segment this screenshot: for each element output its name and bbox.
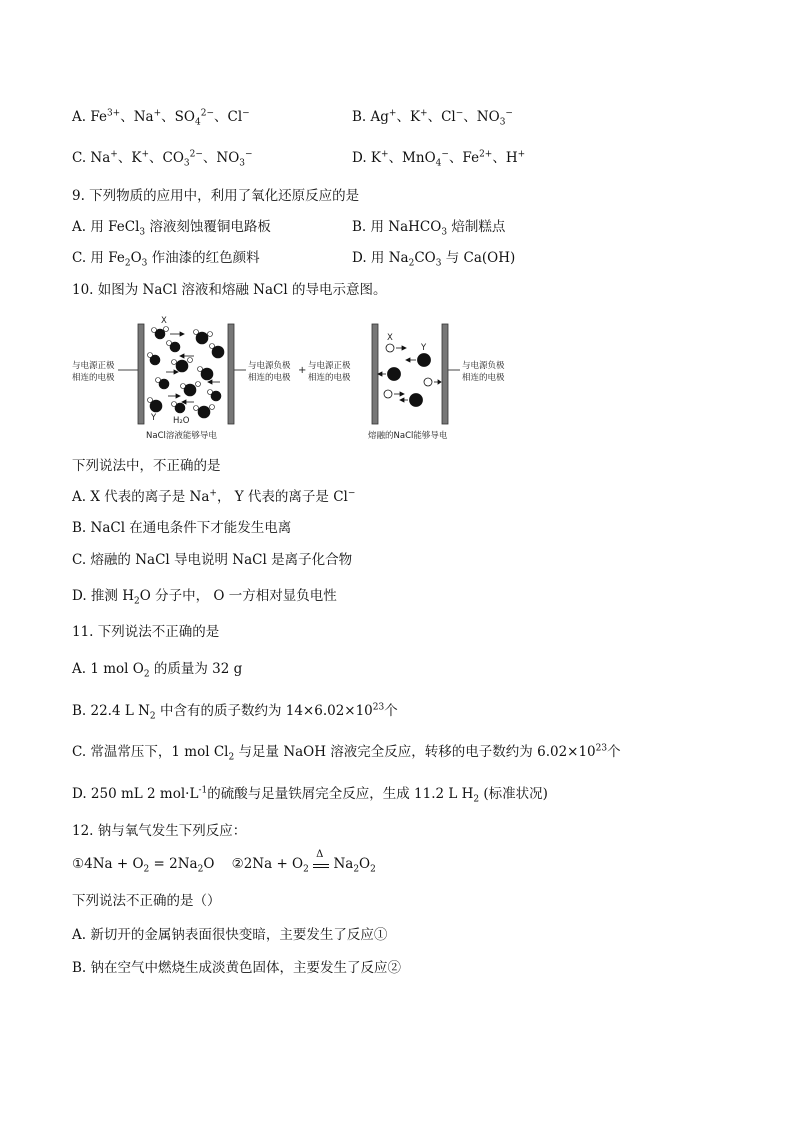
q8-option-c: C. Na+、K+、$CO_3^{2-}$、$NO_3^-$	[72, 149, 253, 169]
label-mid-b-line2: 相连的电极	[308, 373, 351, 383]
q12-stem: 12. 钠与氧气发生下列反应：	[72, 823, 247, 839]
caption-molten: 熔融的NaCl能够导电	[368, 431, 448, 441]
equation-1: ①4Na + $O_2 = 2Na_2O$	[72, 856, 215, 875]
label-right-line2: 相连的电极	[462, 373, 505, 383]
q9-option-c: C. 用 $Fe_2O_3$ 作油漆的红色颜料	[72, 250, 260, 269]
q9-option-a: A. 用 FeCl$_3$ 溶液刻蚀覆铜电路板	[72, 219, 271, 238]
plus-sign: +	[298, 365, 307, 376]
q10-ask: 下列说法中，不正确的是	[72, 458, 221, 474]
label-right-line1: 与电源负极	[462, 361, 505, 371]
caption-solution: NaCl溶液能够导电	[146, 431, 217, 441]
label-left-line1: 与电源正极	[72, 361, 115, 371]
q10-option-a: A. X 代表的离子是 Na+， Y 代表的离子是 Cl−	[72, 488, 356, 505]
q8-option-a: A. $Fe^{3+}$、Na+、$SO_4^{2-}$、Cl−	[72, 108, 250, 128]
q8-option-b: B. Ag+、K+、Cl−、$NO_3^-$	[352, 108, 513, 128]
q12-option-b: B. 钠在空气中燃烧生成淡黄色固体，主要发生了反应②	[72, 960, 402, 976]
electrode-left-negative	[228, 324, 234, 424]
q10-option-c: C. 熔融的 NaCl 导电说明 NaCl 是离子化合物	[72, 552, 353, 568]
label-y-molten: Y	[421, 343, 427, 353]
label-mid-b-line1: 与电源正极	[308, 361, 351, 371]
q11-option-d: D. 250 mL 2 $mol\cdot L^{-1}$的硫酸与足量铁屑完全反应，生成 11.2 L $H_2$ (标准状况)	[72, 785, 548, 805]
label-x-solution: X	[161, 316, 167, 326]
label-x-molten: X	[387, 333, 393, 343]
label-left-line2: 相连的电极	[72, 373, 115, 383]
electrode-right-positive	[372, 324, 378, 424]
q10-stem: 10. 如图为 NaCl 溶液和熔融 NaCl 的导电示意图。	[72, 282, 387, 298]
electrode-right-negative	[442, 324, 448, 424]
label-y-solution: Y	[151, 413, 157, 423]
q12-option-a: A. 新切开的金属钠表面很快变暗，主要发生了反应①	[72, 927, 388, 943]
q11-stem: 11. 下列说法不正确的是	[72, 624, 220, 640]
conductivity-diagram	[70, 312, 530, 446]
q11-option-c: C. 常温常压下，1 mol $Cl_2$ 与足量 NaOH 溶液完全反应，转移的电子数约为 $6.02\times 10^{23}$个	[72, 743, 621, 763]
q11-option-a: A. 1 mol $O_2$ 的质量为 32 g	[72, 661, 243, 680]
q11-option-b: B. 22.4 L $N_2$ 中含有的质子数约为 $14\times 6.02\times 10^{23}$个	[72, 702, 398, 722]
equation-2: ②2Na + $O_2$ Δ $Na_2O_2$	[232, 856, 376, 872]
q9-option-d: D. 用 $Na_2CO_3$ 与 Ca(OH)	[352, 250, 516, 269]
label-mid-a-line1: 与电源负极	[248, 361, 291, 371]
label-h2o: H₂O	[173, 416, 190, 426]
q8-option-d: D. K+、MnO$_4$−、$Fe^{2+}$、H+	[352, 149, 526, 169]
molten-ions	[384, 344, 432, 407]
label-mid-a-line2: 相连的电极	[248, 373, 291, 383]
q9-stem: 9. 下列物质的应用中，利用了氧化还原反应的是	[72, 188, 360, 204]
q10-option-b: B. NaCl 在通电条件下才能发生电离	[72, 520, 292, 536]
heat-symbol: Δ	[316, 849, 324, 860]
electrode-left-positive	[138, 324, 144, 424]
q12-ask: 下列说法不正确的是（）	[72, 893, 221, 909]
q10-option-d: D. 推测 $H_2O$ 分子中， O 一方相对显负电性	[72, 588, 337, 607]
q9-option-b: B. 用 NaHCO$_3$ 焙制糕点	[352, 219, 506, 238]
q12-equations	[72, 849, 376, 875]
